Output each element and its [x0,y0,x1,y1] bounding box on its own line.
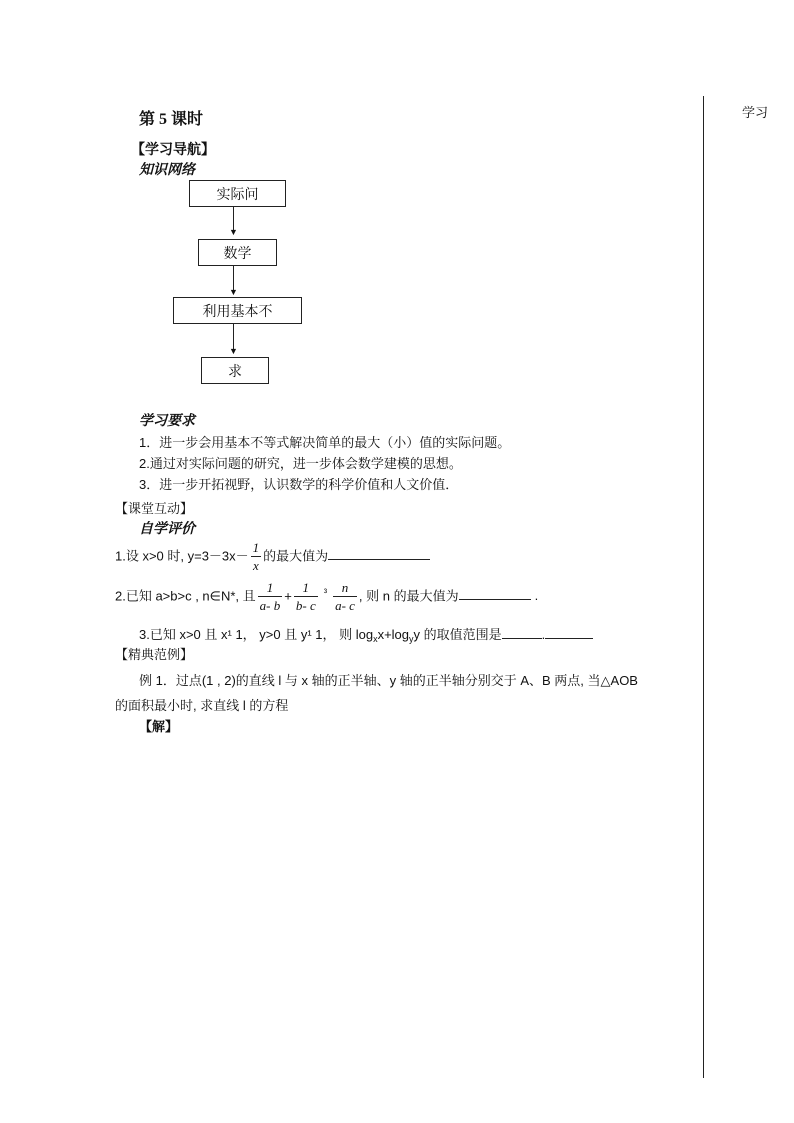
requirements-heading: 学习要求 [139,412,195,428]
interaction-heading: 【课堂互动】 [115,501,194,516]
question-2: 2.已知 a>b>c , n∈N*, 且 $\frac{1}{a- b}$ + $\frac{1}{b- c}$ $^{^3}$ $\frac{n}{a- c}$ , 则 n 的最大值为 . [115,580,539,613]
flow-box-inequality: 利用基本不 [173,297,302,324]
margin-divider [703,96,704,1078]
flow-box-practical: 实际问 [189,180,286,207]
lesson-title: 第 5 课时 [139,111,204,128]
answer-blank-3b[interactable] [545,626,593,639]
requirement-item: 1．进一步会用基本不等式解决简单的最大（小）值的实际问题。 [139,435,511,450]
arrow-head-1: ▼ [229,227,238,237]
example-1-line-1: 例 1．过点(1 , 2)的直线 l 与 x 轴的正半轴、y 轴的正半轴分别交于 A、B 两点, 当△AOB [139,673,638,688]
answer-blank-1[interactable] [328,547,430,560]
examples-heading: 【精典范例】 [115,647,194,662]
side-label: 学习 [742,105,769,120]
flow-box-solve: 求 [201,357,269,384]
requirement-item: 2.通过对实际问题的研究，进一步体会数学建模的思想。 [139,456,462,471]
knowledge-heading: 知识网络 [139,161,195,177]
fraction-b-c: $\frac{1}{b- c}$ [295,580,316,613]
fraction-a-b: $\frac{1}{a- b}$ [259,580,281,613]
answer-blank-2[interactable] [459,587,531,600]
question-3: 3.已知 x>0 且 x¹ 1， y>0 且 y¹ 1， 则 $\log_xx+\log_yy$ 的取值范围是 . [139,624,593,644]
solution-label: 【解】 [139,719,179,734]
fraction-1-over-x: $\frac{1}{x}$ [252,540,260,573]
requirement-item: 3．进一步开拓视野，认识数学的科学价值和人文价值． [139,477,459,492]
arrow-head-3: ▼ [229,346,238,356]
question-1: 1.设 x>0 时, y=3－3x－ $\frac{1}{x}$ 的最大值为 [115,540,430,574]
self-eval-heading: 自学评价 [139,520,195,536]
guide-heading: 【学习导航】 [131,141,215,157]
fraction-a-c: $\frac{n}{a- c}$ [335,580,355,613]
arrow-head-2: ▼ [229,287,238,297]
answer-blank-3[interactable] [502,626,542,639]
flow-box-math: 数学 [198,239,277,266]
example-1-line-2: 的面积最小时, 求直线 l 的方程 [115,698,289,713]
